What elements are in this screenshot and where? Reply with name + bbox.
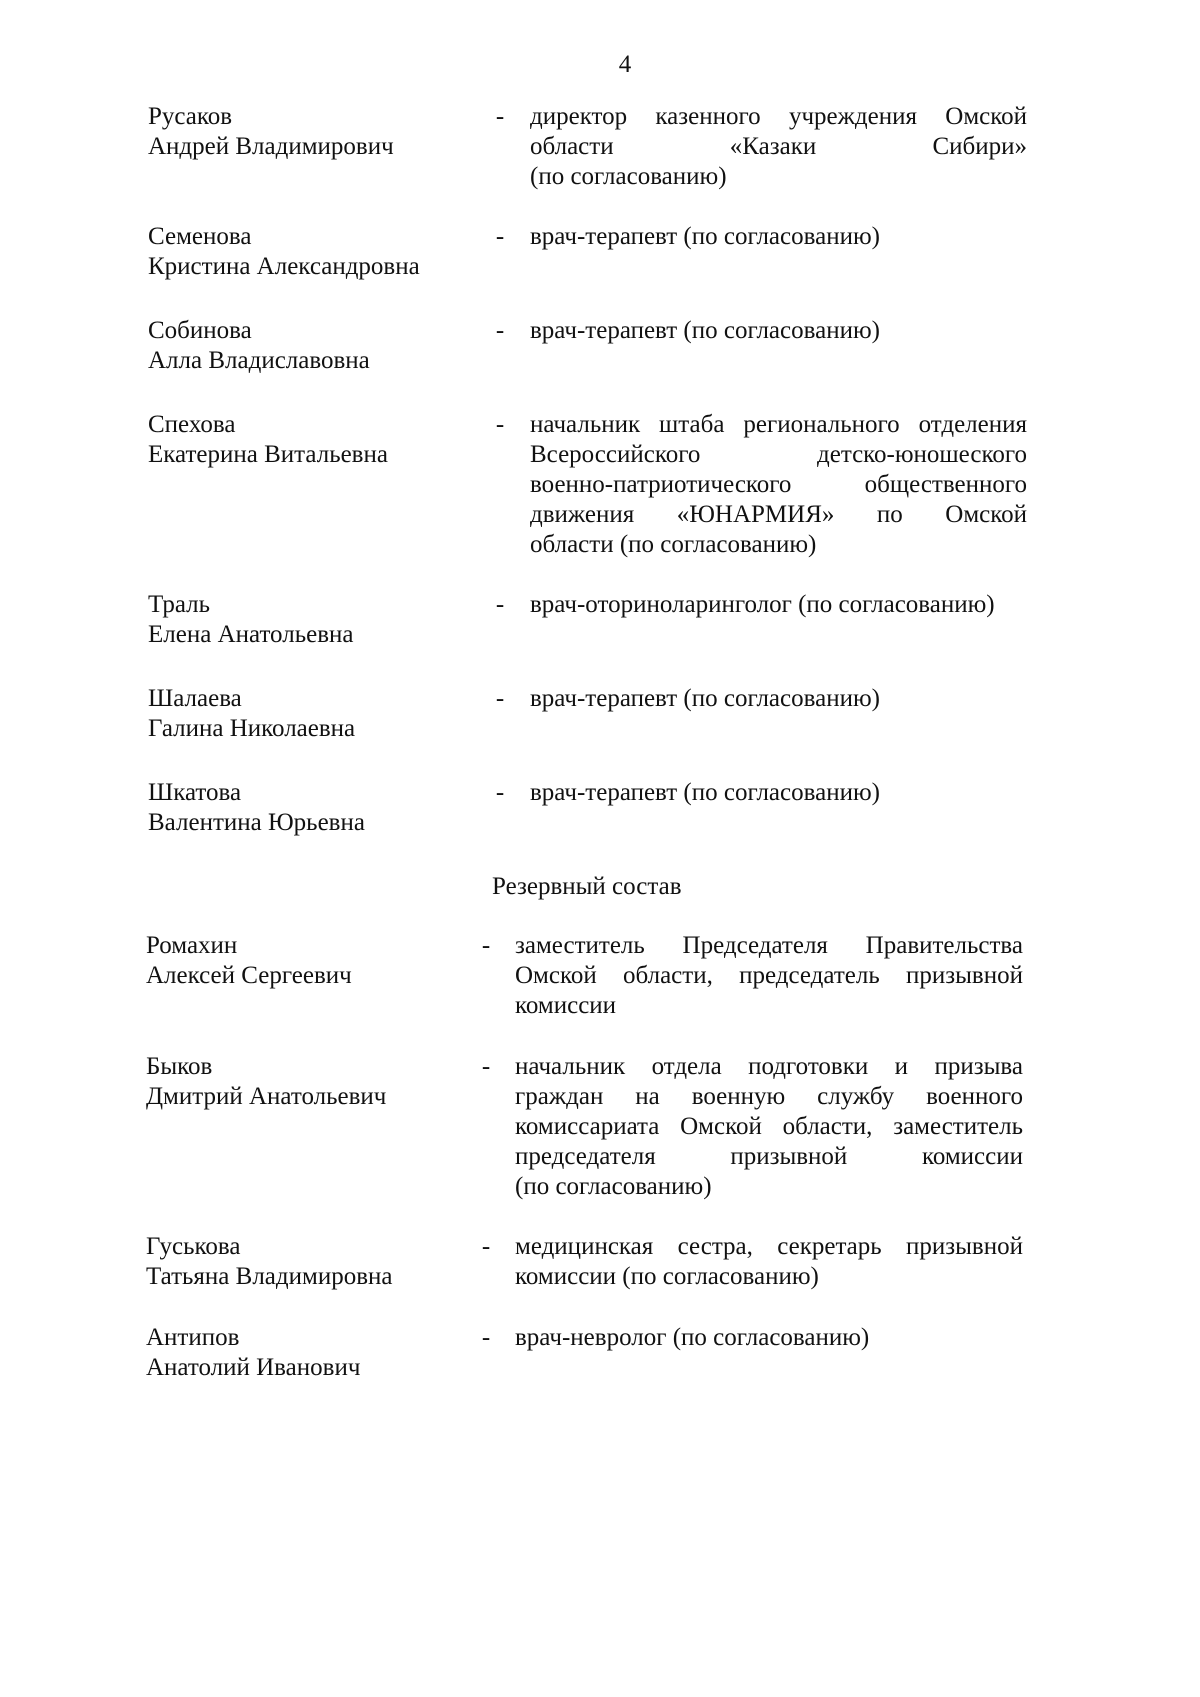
member-surname: Шалаева: [148, 685, 242, 712]
member-surname: Ромахин: [146, 932, 238, 959]
member-role-line: комиссии: [515, 992, 617, 1019]
member-surname: Собинова: [148, 317, 252, 344]
member-role-line: врач-невролог (по согласованию): [515, 1324, 870, 1351]
member-role: [530, 316, 1027, 346]
member-role: [515, 1052, 1023, 1202]
member-name: [148, 684, 498, 744]
member-dash: -: [495, 685, 505, 712]
member-given-names: Андрей Владимирович: [148, 133, 394, 160]
member-surname: Гуськова: [146, 1233, 241, 1260]
member-name: [146, 931, 496, 991]
member-name: [146, 1232, 496, 1292]
member-role-line: заместитель Председателя Правительства: [515, 932, 1023, 959]
member-given-names: Анатолий Иванович: [146, 1354, 361, 1381]
member-role-line: комиссии (по согласованию): [515, 1263, 819, 1290]
member-surname: Траль: [148, 591, 211, 618]
member-dash: -: [481, 1233, 491, 1260]
member-given-names: Галина Николаевна: [148, 715, 356, 742]
member-name: [148, 590, 498, 650]
member-given-names: Елена Анатольевна: [148, 621, 354, 648]
member-role: [515, 931, 1023, 1021]
member-role: [530, 102, 1027, 192]
member-role-line: врач-терапевт (по согласованию): [530, 317, 880, 344]
member-name: [146, 1323, 496, 1383]
member-role-line: директор казенного учреждения Омской: [530, 103, 1027, 130]
member-role: [530, 778, 1027, 808]
member-role-line: области (по согласованию): [530, 531, 817, 558]
member-role-line: граждан на военную службу военного: [515, 1083, 1023, 1110]
member-role-line: медицинская сестра, секретарь призывной: [515, 1233, 1023, 1260]
member-name: [148, 222, 498, 282]
member-name: [148, 410, 498, 470]
member-given-names: Валентина Юрьевна: [148, 809, 365, 836]
member-role-line: врач-терапевт (по согласованию): [530, 779, 880, 806]
member-surname: Русаков: [148, 103, 233, 130]
member-role-line: комиссариата Омской области, заместитель: [515, 1113, 1023, 1140]
member-role-line: врач-терапевт (по согласованию): [530, 223, 880, 250]
member-surname: Антипов: [146, 1324, 240, 1351]
member-dash: -: [495, 223, 505, 250]
member-dash: -: [495, 317, 505, 344]
member-name: [146, 1052, 496, 1112]
reserve-section-title: Резервный состав: [492, 873, 682, 900]
member-dash: -: [495, 591, 505, 618]
member-surname: Спехова: [148, 411, 236, 438]
member-surname: Семенова: [148, 223, 252, 250]
member-surname: Шкатова: [148, 779, 242, 806]
member-dash: -: [481, 932, 491, 959]
member-role: [515, 1232, 1023, 1292]
member-surname: Быков: [146, 1053, 213, 1080]
member-role-line: врач-оториноларинголог (по согласованию): [530, 591, 995, 618]
member-role-line: Омской области, председатель призывной: [515, 962, 1023, 989]
member-role: [530, 684, 1027, 714]
member-role: [530, 222, 1027, 252]
member-role-line: Всероссийского детско-юношеского: [530, 441, 1027, 468]
member-role: [530, 410, 1027, 560]
member-role-line: (по согласованию): [515, 1173, 712, 1200]
member-given-names: Кристина Александровна: [148, 253, 420, 280]
member-dash: -: [481, 1053, 491, 1080]
member-role: [515, 1323, 1023, 1353]
member-dash: -: [495, 779, 505, 806]
member-role-line: области «Казаки Сибири»: [530, 133, 1027, 160]
member-dash: -: [495, 103, 505, 130]
member-name: [148, 102, 498, 162]
member-role-line: врач-терапевт (по согласованию): [530, 685, 880, 712]
member-given-names: Татьяна Владимировна: [146, 1263, 393, 1290]
member-role-line: начальник отдела подготовки и призыва: [515, 1053, 1023, 1080]
member-role-line: начальник штаба регионального отделения: [530, 411, 1027, 438]
member-dash: -: [495, 411, 505, 438]
member-role-line: движения «ЮНАРМИЯ» по Омской: [530, 501, 1027, 528]
member-given-names: Алла Владиславовна: [148, 347, 370, 374]
member-given-names: Екатерина Витальевна: [148, 441, 388, 468]
member-name: [148, 778, 498, 838]
member-role-line: (по согласованию): [530, 163, 727, 190]
page-number: 4: [618, 51, 632, 78]
member-role-line: военно-патриотического общественного: [530, 471, 1027, 498]
member-given-names: Алексей Сергеевич: [146, 962, 352, 989]
member-given-names: Дмитрий Анатольевич: [146, 1083, 387, 1110]
member-role-line: председателя призывной комиссии: [515, 1143, 1023, 1170]
member-role: [530, 590, 1027, 620]
member-dash: -: [481, 1324, 491, 1351]
member-name: [148, 316, 498, 376]
